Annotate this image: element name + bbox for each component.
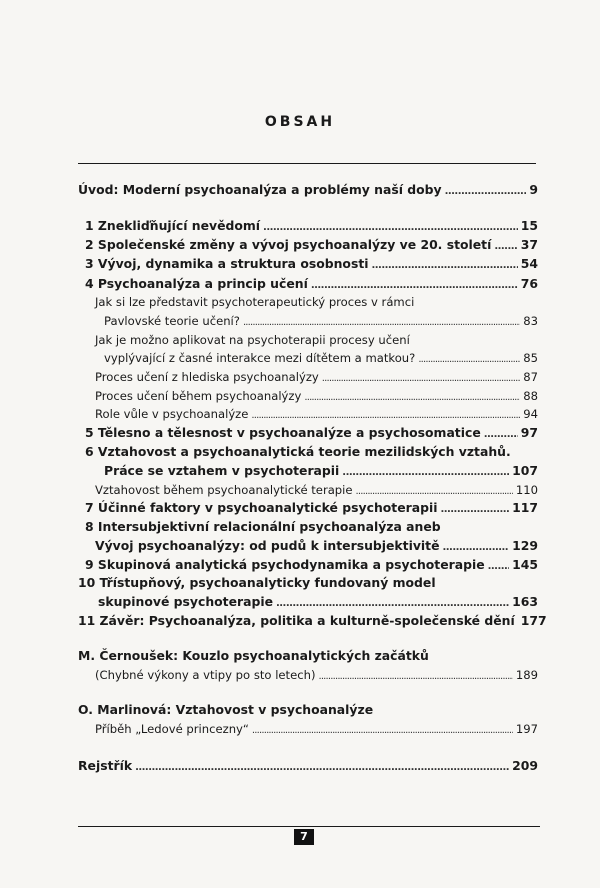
footer-rule — [78, 826, 540, 827]
toc-entry-chapter-8-line1: 8 Intersubjektivní relacionální psychoanalýza aneb — [85, 519, 441, 534]
toc-subentry-4d[interactable]: Proces učení během psychoanalýzy . . . 88 — [95, 387, 538, 407]
toc-entry-chapter-11[interactable]: 11 Závěr: Psychoanalýza, politika a kulturně-společenské dění 177 — [78, 613, 547, 628]
toc-entry-chapter-10[interactable]: skupinové psychoterapie . . . 163 — [98, 593, 538, 613]
toc-subentry-4a[interactable]: Pavlovské teorie učení? . . . 83 — [104, 312, 538, 332]
toc-entry-chapter-7[interactable]: 7 Účinné faktory v psychoanalytické psychoterapii . . . 117 — [85, 499, 538, 519]
toc-subentry-6a[interactable]: Vztahovost během psychoanalytické terapie . . . 110 — [95, 481, 538, 501]
toc-appendix-2-line1: O. Marlinová: Vztahovost v psychoanalýze — [78, 702, 374, 717]
toc-appendix-1[interactable]: (Chybné výkony a vtipy po sto letech) . . . 189 — [95, 666, 538, 686]
toc-heading: OBSAH — [264, 114, 336, 130]
toc-subentry-4b[interactable]: vyplývající z časné interakce mezi dítětem a matkou? . . . 85 — [104, 349, 538, 369]
toc-subentry-4c[interactable]: Proces učení z hlediska psychoanalýzy . . . 87 — [95, 368, 538, 388]
top-rule — [78, 163, 536, 164]
toc-appendix-2[interactable]: Příběh „Ledové princezny“ . . . 197 — [95, 720, 538, 740]
toc-entry-chapter-1[interactable]: 1 Znekliďňující nevědomí . . . 15 — [85, 217, 538, 237]
toc-entry-intro[interactable]: Úvod: Moderní psychoanalýza a problémy naší doby . . . 9 — [78, 181, 538, 201]
toc-entry-chapter-2[interactable]: 2 Společenské změny a vývoj psychoanalýzy ve 20. století . . . 37 — [85, 236, 538, 256]
toc-entry-chapter-6[interactable]: Práce se vztahem v psychoterapii . . . 107 — [104, 462, 538, 482]
toc-entry-chapter-8[interactable]: Vývoj psychoanalýzy: od pudů k intersubjektivitě . . . 129 — [95, 537, 538, 557]
toc-entry-index[interactable]: Rejstřík . . . 209 — [78, 757, 538, 777]
toc-entry-chapter-9[interactable]: 9 Skupinová analytická psychodynamika a psychoterapie . . . 145 — [85, 556, 538, 576]
page-number: 7 — [294, 829, 314, 845]
toc-subentry-4b-line1: Jak je možno aplikovat na psychoterapii procesy učení — [95, 333, 410, 347]
toc-entry-chapter-5[interactable]: 5 Tělesno a tělesnost v psychoanalýze a psychosomatice . . . 97 — [85, 424, 538, 444]
toc-entry-chapter-3[interactable]: 3 Vývoj, dynamika a struktura osobnosti . . . 54 — [85, 255, 538, 275]
toc-entry-chapter-6-line1: 6 Vztahovost a psychoanalytická teorie mezilidských vztahů. — [85, 444, 511, 459]
toc-subentry-4e[interactable]: Role vůle v psychoanalýze . . . 94 — [95, 405, 538, 425]
toc-entry-chapter-10-line1: 10 Třístupňový, psychoanalyticky fundovaný model — [78, 575, 436, 590]
toc-subentry-4a-line1: Jak si lze představit psychoterapeutický proces v rámci — [95, 295, 415, 309]
toc-entry-chapter-4[interactable]: 4 Psychoanalýza a princip učení . . . 76 — [85, 275, 538, 295]
toc-appendix-1-line1: M. Černoušek: Kouzlo psychoanalytických začátků — [78, 648, 429, 663]
